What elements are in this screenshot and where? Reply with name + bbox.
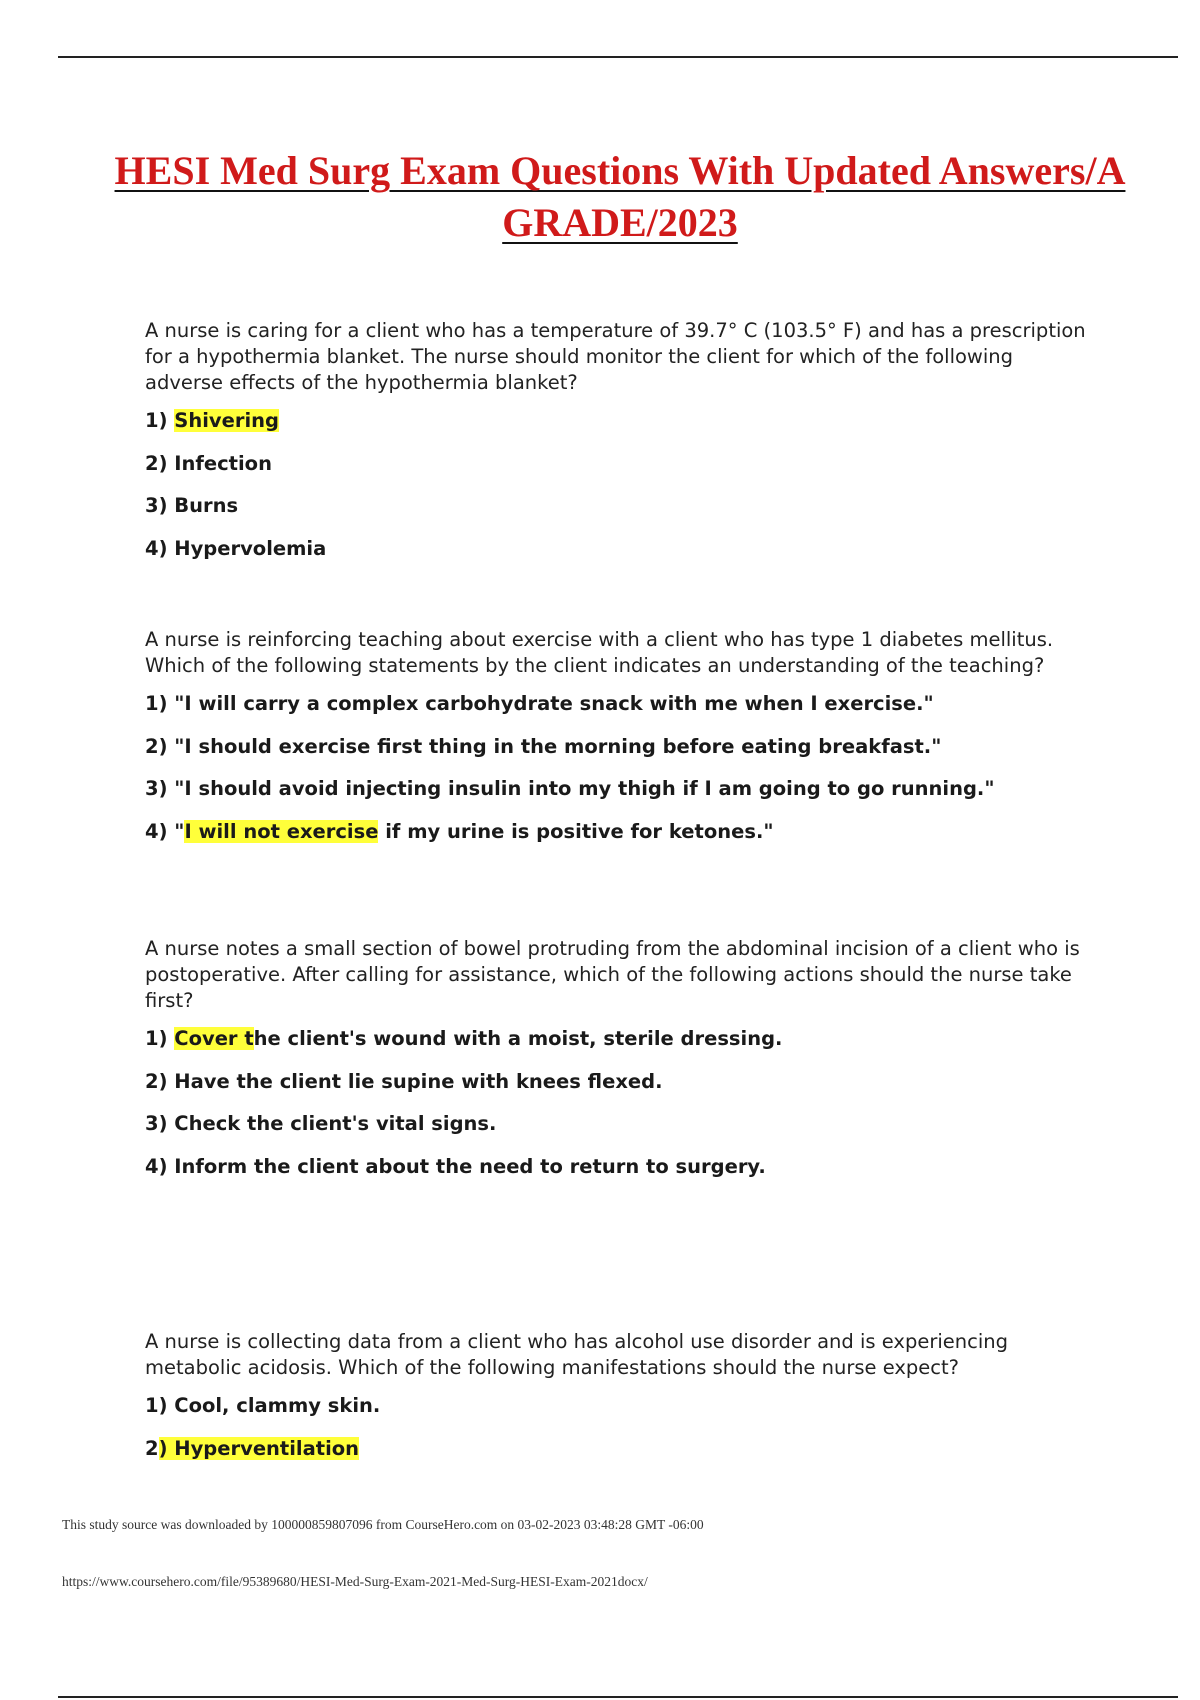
answer-options xyxy=(145,691,1090,845)
answer-option: 2) Hyperventilation xyxy=(145,1436,360,1460)
top-divider xyxy=(58,56,1178,58)
answer-option: 1) Cool, clammy skin. xyxy=(145,1394,381,1417)
question-stem: A nurse is reinforcing teaching about exercise with a client who has type 1 diabetes mellitus. Which of the following statements by the client indicates an understanding of the teaching? xyxy=(145,628,1054,677)
document-title: HESI Med Surg Exam Questions With Updated Answers/A GRADE/2023 xyxy=(114,148,1126,245)
answer-option: 4) Inform the client about the need to return to surgery. xyxy=(145,1154,766,1178)
question-stem: A nurse is collecting data from a client who has alcohol use disorder and is experiencing metabolic acidosis. Which of the following manifestations should the nurse expect? xyxy=(145,1330,1008,1379)
answer-option: 2) Infection xyxy=(145,451,272,475)
answer-option: 4) Hypervolemia xyxy=(145,536,327,560)
answer-option: 3) Burns xyxy=(145,494,239,517)
question-4 xyxy=(145,1329,1090,1478)
answer-option: 3) "I should avoid injecting insulin into my thigh if I am going to go running." xyxy=(145,777,995,800)
highlighted-answer: I will not exercise xyxy=(184,819,379,843)
question-1 xyxy=(145,318,1090,578)
answer-option: 4) "I will not exercise if my urine is positive for ketones." xyxy=(145,819,774,843)
answer-options xyxy=(145,1026,1090,1180)
answer-option: 1) Shivering xyxy=(145,409,279,432)
question-stem: A nurse is caring for a client who has a temperature of 39.7° C (103.5° F) and has a prescription for a hypothermia blanket. The nurse should monitor the client for which of the following adverse effects of the hypothermia blanket? xyxy=(145,319,1086,394)
answer-options xyxy=(145,408,1090,562)
source-url[interactable]: https://www.coursehero.com/file/95389680/HESI-Med-Surg-Exam-2021-Med-Surg-HESI-Exam-2021docx/ xyxy=(62,1574,648,1589)
answer-option: 1) Cover the client's wound with a moist, sterile dressing. xyxy=(145,1027,783,1050)
highlighted-answer: Shivering xyxy=(174,409,279,432)
question-stem: A nurse notes a small section of bowel protruding from the abdominal incision of a client who is postoperative. After calling for assistance, which of the following actions should the nurse take first? xyxy=(145,937,1080,1012)
highlighted-answer: Cover t xyxy=(174,1027,254,1050)
answer-options xyxy=(145,1393,1090,1462)
source-footer: This study source was downloaded by 100000859807096 from CourseHero.com on 03-02-2023 03:48:28 GMT -06:00 xyxy=(62,1517,704,1532)
question-3 xyxy=(145,936,1090,1196)
bottom-divider xyxy=(58,1696,1178,1698)
answer-option: 2) "I should exercise first thing in the morning before eating breakfast." xyxy=(145,734,942,758)
answer-option: 3) Check the client's vital signs. xyxy=(145,1112,497,1135)
answer-option: 1) "I will carry a complex carbohydrate snack with me when I exercise." xyxy=(145,692,934,715)
answer-option: 2) Have the client lie supine with knees flexed. xyxy=(145,1069,663,1093)
highlighted-answer: ) Hyperventilation xyxy=(158,1436,360,1460)
question-2 xyxy=(145,627,1090,861)
